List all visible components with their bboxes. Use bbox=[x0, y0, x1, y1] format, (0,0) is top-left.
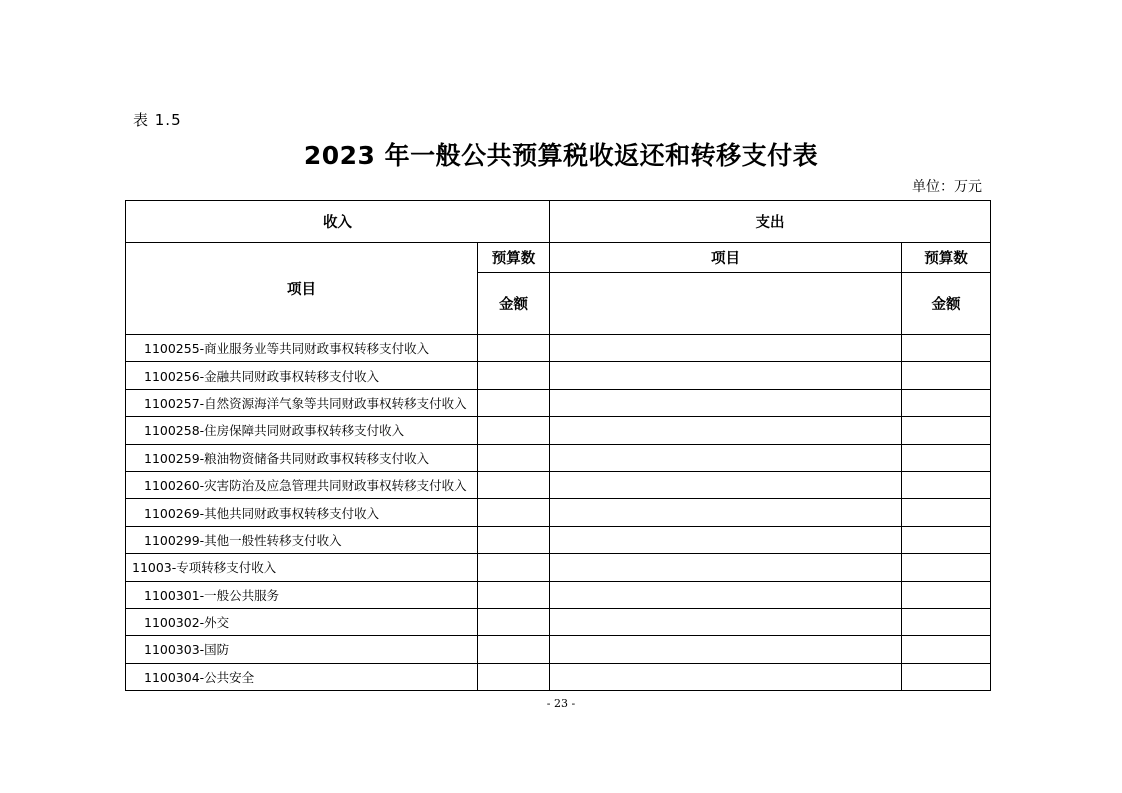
income-item-cell: 1100256-金融共同财政事权转移支付收入 bbox=[126, 362, 478, 389]
expense-item-header-blank bbox=[550, 273, 902, 335]
expense-item-cell bbox=[550, 636, 902, 663]
expense-amount-cell bbox=[902, 444, 991, 471]
table-row bbox=[126, 389, 991, 416]
expense-item-cell bbox=[550, 444, 902, 471]
table-row bbox=[126, 471, 991, 498]
expense-item-cell bbox=[550, 526, 902, 553]
income-amount-cell bbox=[478, 389, 550, 416]
expense-amount-cell bbox=[902, 663, 991, 690]
expense-item-cell bbox=[550, 389, 902, 416]
income-item-cell: 1100257-自然资源海洋气象等共同财政事权转移支付收入 bbox=[126, 389, 478, 416]
income-header: 收入 bbox=[126, 201, 550, 243]
income-amount-cell bbox=[478, 608, 550, 635]
table-row bbox=[126, 663, 991, 690]
expense-header: 支出 bbox=[550, 201, 991, 243]
expense-budget-header: 预算数 bbox=[902, 243, 991, 273]
income-item-cell: 1100302-外交 bbox=[126, 608, 478, 635]
income-item-cell: 11003-专项转移支付收入 bbox=[126, 554, 478, 581]
expense-item-cell bbox=[550, 499, 902, 526]
income-item-cell: 1100301-一般公共服务 bbox=[126, 581, 478, 608]
expense-amount-cell bbox=[902, 554, 991, 581]
income-amount-cell bbox=[478, 417, 550, 444]
table-number: 表 1.5 bbox=[133, 111, 182, 129]
expense-amount-cell bbox=[902, 471, 991, 498]
expense-amount-cell bbox=[902, 362, 991, 389]
expense-amount-cell bbox=[902, 636, 991, 663]
table-row bbox=[126, 362, 991, 389]
income-budget-header: 预算数 bbox=[478, 243, 550, 273]
income-amount-cell bbox=[478, 526, 550, 553]
income-amount-cell bbox=[478, 581, 550, 608]
expense-amount-cell bbox=[902, 389, 991, 416]
income-amount-cell bbox=[478, 554, 550, 581]
income-amount-cell bbox=[478, 444, 550, 471]
expense-item-cell bbox=[550, 335, 902, 362]
unit-label: 单位：万元 bbox=[912, 179, 982, 195]
table-row bbox=[126, 417, 991, 444]
expense-amount-cell bbox=[902, 335, 991, 362]
expense-item-cell bbox=[550, 362, 902, 389]
table-row bbox=[126, 581, 991, 608]
header-row-sections bbox=[126, 201, 991, 243]
income-amount-cell bbox=[478, 663, 550, 690]
income-amount-cell bbox=[478, 636, 550, 663]
table-row bbox=[126, 444, 991, 471]
budget-table bbox=[125, 200, 991, 691]
expense-amount-cell bbox=[902, 526, 991, 553]
income-item-cell: 1100258-住房保障共同财政事权转移支付收入 bbox=[126, 417, 478, 444]
expense-amount-cell bbox=[902, 581, 991, 608]
income-amount-cell bbox=[478, 499, 550, 526]
expense-amount-cell bbox=[902, 499, 991, 526]
table-row bbox=[126, 335, 991, 362]
expense-item-cell bbox=[550, 581, 902, 608]
income-item-cell: 1100269-其他共同财政事权转移支付收入 bbox=[126, 499, 478, 526]
expense-amount-cell bbox=[902, 417, 991, 444]
expense-item-cell bbox=[550, 663, 902, 690]
table-row bbox=[126, 636, 991, 663]
expense-item-header: 项目 bbox=[550, 243, 902, 273]
table-row bbox=[126, 554, 991, 581]
income-item-cell: 1100299-其他一般性转移支付收入 bbox=[126, 526, 478, 553]
income-amount-cell bbox=[478, 362, 550, 389]
table-body bbox=[126, 201, 991, 691]
expense-item-cell bbox=[550, 471, 902, 498]
income-amount-cell bbox=[478, 335, 550, 362]
table-row bbox=[126, 499, 991, 526]
income-item-cell: 1100303-国防 bbox=[126, 636, 478, 663]
page-number: - 23 - bbox=[546, 697, 576, 710]
header-row-columns bbox=[126, 243, 991, 273]
page-title: 2023 年一般公共预算税收返还和转移支付表 bbox=[303, 141, 819, 170]
income-amount-header: 金额 bbox=[478, 273, 550, 335]
income-amount-cell bbox=[478, 471, 550, 498]
income-item-cell: 1100304-公共安全 bbox=[126, 663, 478, 690]
income-item-cell: 1100259-粮油物资储备共同财政事权转移支付收入 bbox=[126, 444, 478, 471]
income-item-cell: 1100260-灾害防治及应急管理共同财政事权转移支付收入 bbox=[126, 471, 478, 498]
expense-item-cell bbox=[550, 554, 902, 581]
table-row bbox=[126, 526, 991, 553]
expense-amount-cell bbox=[902, 608, 991, 635]
table-row bbox=[126, 608, 991, 635]
expense-item-cell bbox=[550, 608, 902, 635]
expense-item-cell bbox=[550, 417, 902, 444]
expense-amount-header: 金额 bbox=[902, 273, 991, 335]
income-item-cell: 1100255-商业服务业等共同财政事权转移支付收入 bbox=[126, 335, 478, 362]
income-item-header: 项目 bbox=[126, 243, 478, 335]
